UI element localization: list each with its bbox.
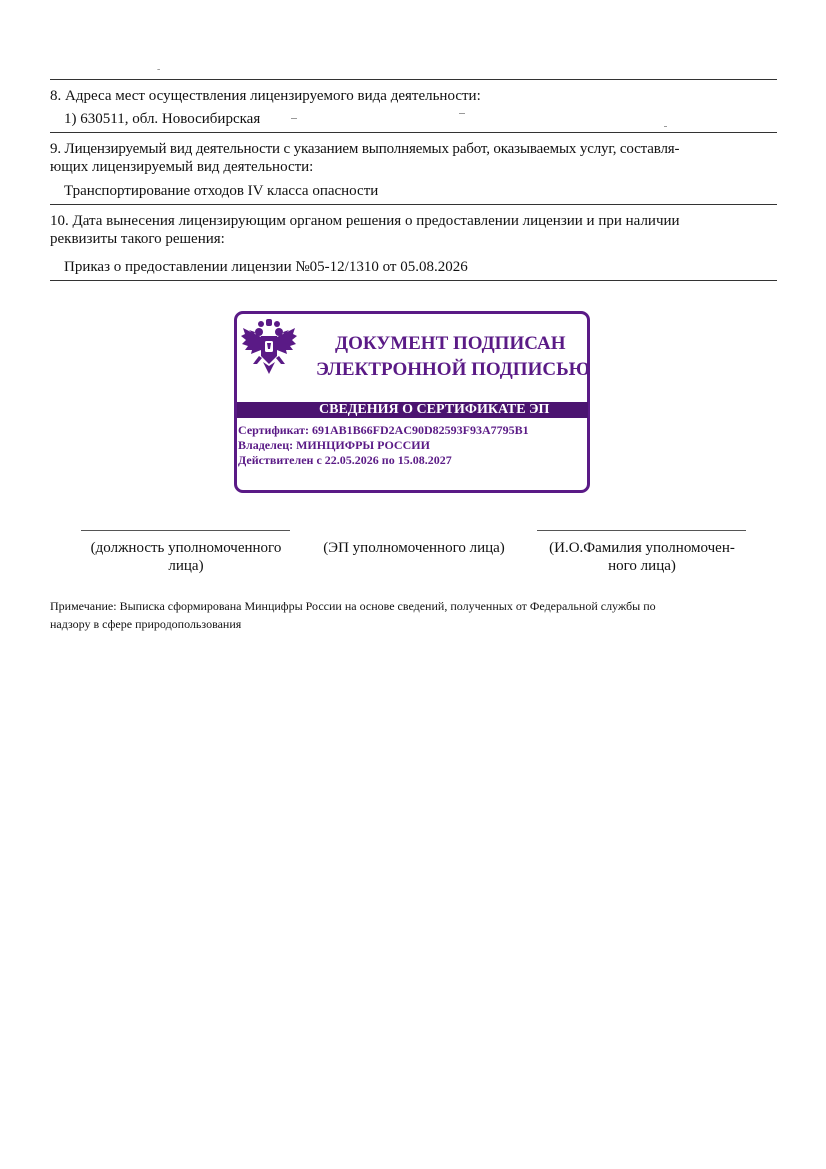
position-signature-line [81, 530, 290, 531]
divider [50, 204, 777, 205]
divider [50, 280, 777, 281]
certificate-validity: Действителен с 22.05.2026 по 15.08.2027 [238, 453, 452, 467]
ep-caption: (ЭП уполномоченного лица) [323, 540, 505, 556]
section9-heading-line1: 9. Лицензируемый вид деятельности с указанием выполняемых работ, оказываемых услуг, составля- [50, 141, 680, 157]
stamp-title-line1: ДОКУМЕНТ ПОДПИСАН [335, 333, 566, 354]
name-caption-line1: (И.О.Фамилия уполномочен- [549, 540, 735, 556]
double-headed-eagle-emblem-icon [239, 318, 299, 376]
section10-value: Приказ о предоставлении лицензии №05-12/1310 от 05.08.2026 [64, 259, 468, 275]
name-caption-line2: ного лица) [608, 558, 676, 574]
section9-value: Транспортирование отходов IV класса опасности [64, 183, 379, 199]
certificate-owner: Владелец: МИНЦИФРЫ РОССИИ [238, 438, 430, 452]
position-caption-line2: лица) [168, 558, 204, 574]
footnote-line2: надзору в сфере природопользования [50, 617, 242, 631]
section8-heading: 8. Адреса мест осуществления лицензируемого вида деятельности: [50, 88, 481, 104]
certificate-info-band [237, 402, 588, 418]
divider [50, 132, 777, 133]
e-signature-stamp [234, 311, 590, 493]
certificate-number: Сертификат: 691AB1B66FD2AC90D82593F93A7795B1 [238, 423, 529, 437]
position-caption-line1: (должность уполномоченного [90, 540, 282, 556]
divider [50, 79, 777, 80]
redaction-mark [459, 113, 465, 114]
stamp-title-line2: ЭЛЕКТРОННОЙ ПОДПИСЬЮ [316, 359, 591, 380]
section10-heading-line2: реквизиты такого решения: [50, 231, 225, 247]
name-signature-line [537, 530, 746, 531]
footnote [50, 597, 770, 633]
redaction-mark [664, 126, 667, 127]
footnote-line1: Примечание: Выписка сформирована Минцифры России на основе сведений, полученных от Федеральной службы по [50, 599, 656, 613]
name-caption [528, 539, 756, 575]
position-caption [70, 539, 302, 575]
section9-heading-line2: ющих лицензируемый вид деятельности: [50, 159, 314, 175]
section10-heading-line1: 10. Дата вынесения лицензирующим органом решения о предоставлении лицензии и при наличии [50, 213, 680, 229]
section8-address: 1) 630511, обл. Новосибирская [64, 111, 261, 127]
certificate-info-band-label: СВЕДЕНИЯ О СЕРТИФИКАТЕ ЭП [319, 402, 550, 417]
top-mark: - [157, 64, 161, 75]
redaction-mark [291, 118, 297, 119]
